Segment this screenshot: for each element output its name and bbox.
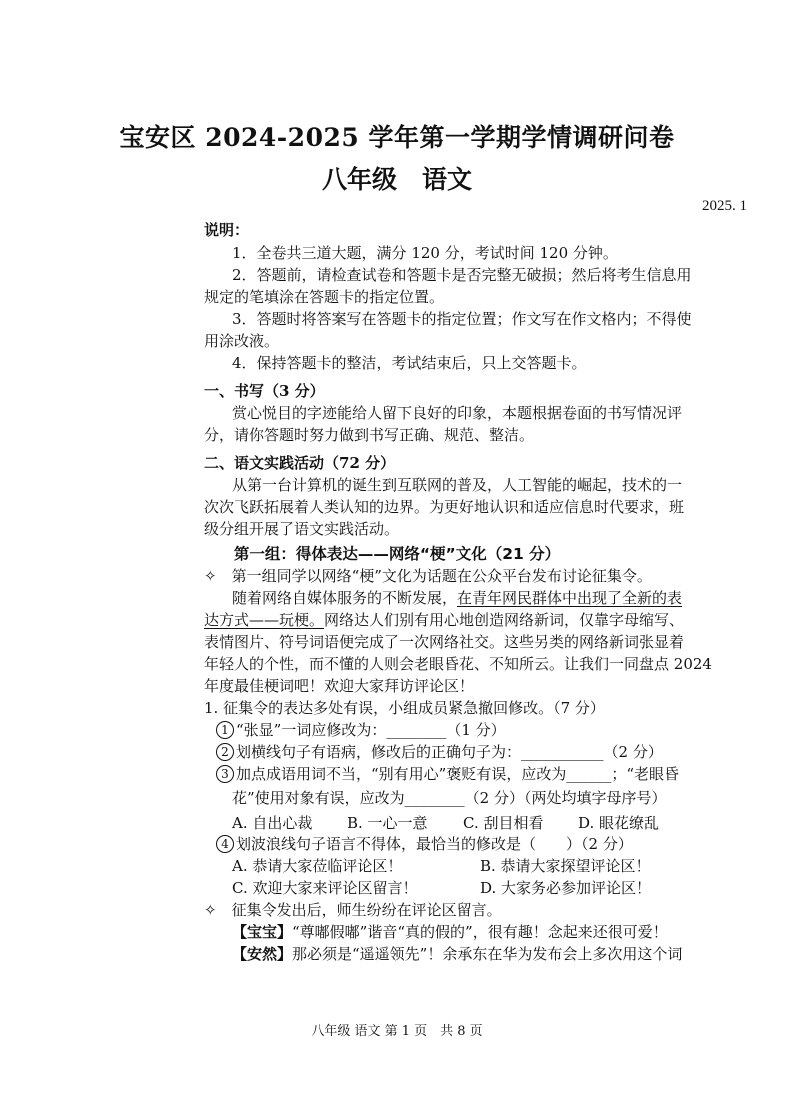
exam-title: 宝安区 2024-2025 学年第一学期学情调研问卷 [119, 123, 675, 152]
notice-line [204, 610, 684, 630]
instruction-item: 3．答题时将答案写在答题卡的指定位置；作文写在作文格内；不得使 [232, 310, 692, 328]
sub-question-text: 划横线句子有语病，修改后的正确句子为：___________（2 分） [236, 743, 663, 761]
underlined-sentence: 达方式——玩梗。 [204, 611, 325, 629]
exam-date: 2025. 1 [702, 198, 747, 214]
section2-text: 次次飞跃拓展着人类认知的边界。为更好地认识和适应信息时代要求，班 [204, 498, 685, 516]
notice-line: 表情图片、符号词语便完成了一次网络社交。这些另类的网络新词张显着 [204, 633, 685, 651]
section1-text: 分，请你答题时努力做到书写正确、规范、整洁。 [204, 426, 535, 444]
exam-subtitle: 八年级 语文 [321, 165, 472, 194]
notice-line: 年轻人的个性，而不懂的人则会老眼昏花、不知所云。让我们一同盘点 2024 [204, 655, 712, 673]
comment-text: 那必须是“遥遥领先”！余承东在华为发布会上多次用这个词 [292, 945, 683, 963]
notice-text: 网络达人们别有用心地创造网络新词，仅靠字母缩写、 [324, 611, 685, 629]
question-1-sub [216, 834, 633, 854]
instruction-item: 4．保持答题卡的整洁，考试结束后，只上交答题卡。 [232, 354, 587, 372]
number-circle: 4 [216, 835, 234, 853]
commenter-name: 【安然】 [232, 945, 293, 963]
option: B. 恭请大家探望评论区！ [480, 857, 651, 875]
option: D. 大家务必参加评论区！ [480, 879, 652, 897]
question-1-sub [216, 764, 679, 784]
instruction-item: 用涂改液。 [204, 332, 280, 350]
comment-line [232, 944, 682, 964]
section2-heading: 二、语文实践活动（72 分） [204, 454, 396, 472]
notice-text: 随着网络自媒体服务的不断发展， [232, 589, 458, 607]
question-1-stem: 1. 征集令的表达多处有误，小组成员紧急撤回修改。（7 分） [204, 699, 605, 717]
section1-heading: 一、书写（3 分） [204, 382, 325, 400]
option: C. 刮目相看 [463, 814, 544, 832]
instructions-heading: 说明： [204, 221, 250, 239]
number-circle: 3 [216, 765, 234, 783]
instruction-item: 1．全卷共三道大题，满分 120 分，考试时间 120 分钟。 [232, 244, 618, 262]
comment-line [232, 922, 668, 942]
question-1-sub [216, 742, 663, 762]
group-title: 第一组：得体表达——网络“梗”文化（21 分） [233, 545, 561, 563]
section1-text: 赏心悦目的字迹能给人留下良好的印象，本题根据卷面的书写情况评 [232, 404, 683, 422]
sub-question-text: “张显”一词应修改为：________（1 分） [236, 721, 506, 739]
sub-question-text: 划波浪线句子语言不得体，最恰当的修改是（ ）（2 分） [236, 835, 633, 853]
underlined-sentence: 在青年网民群体中出现了全新的表 [457, 589, 683, 607]
page-footer: 八年级 语文 第 1 页 共 8 页 [311, 1024, 483, 1039]
sub-question-text: 加点成语用词不当，“别有用心”褒贬有误，应改为______；“老眼昏 [236, 765, 680, 783]
number-circle: 2 [216, 743, 234, 761]
notice-line [204, 676, 474, 696]
sub-question-text: 花”使用对象有误，应改为________（2 分）（两处均填字母序号） [232, 789, 667, 807]
instruction-item: 规定的笔填涂在答题卡的指定位置。 [204, 288, 445, 306]
section2-text: 级分组开展了语文实践活动。 [204, 520, 400, 538]
option: C. 欢迎大家来评论区留言！ [232, 879, 418, 897]
section2-text: 从第一台计算机的诞生到互联网的普及，人工智能的崛起，技术的一 [232, 476, 683, 494]
commenter-name: 【宝宝】 [232, 923, 293, 941]
notice-line [232, 588, 682, 608]
comment-text: “尊嘟假嘟”谐音“真的假的”，很有趣！念起来还很可爱！ [292, 923, 668, 941]
question-1-sub [216, 720, 506, 740]
notice-text: 年度最佳梗词吧！欢迎大家拜访评论区！ [204, 677, 475, 695]
option: B. 一心一意 [347, 814, 428, 832]
option: D. 眼花缭乱 [578, 814, 660, 832]
option: A. 自出心裁 [232, 814, 313, 832]
bullet-line: ✧ 征集令发出后，师生纷纷在评论区留言。 [204, 901, 502, 919]
number-circle: 1 [216, 721, 234, 739]
option: A. 恭请大家莅临评论区！ [232, 857, 403, 875]
bullet-line: ✧ 第一组同学以网络“梗”文化为话题在公众平台发布讨论征集令。 [204, 567, 652, 585]
instruction-item: 2．答题前，请检查试卷和答题卡是否完整无破损；然后将考生信息用 [232, 266, 692, 284]
